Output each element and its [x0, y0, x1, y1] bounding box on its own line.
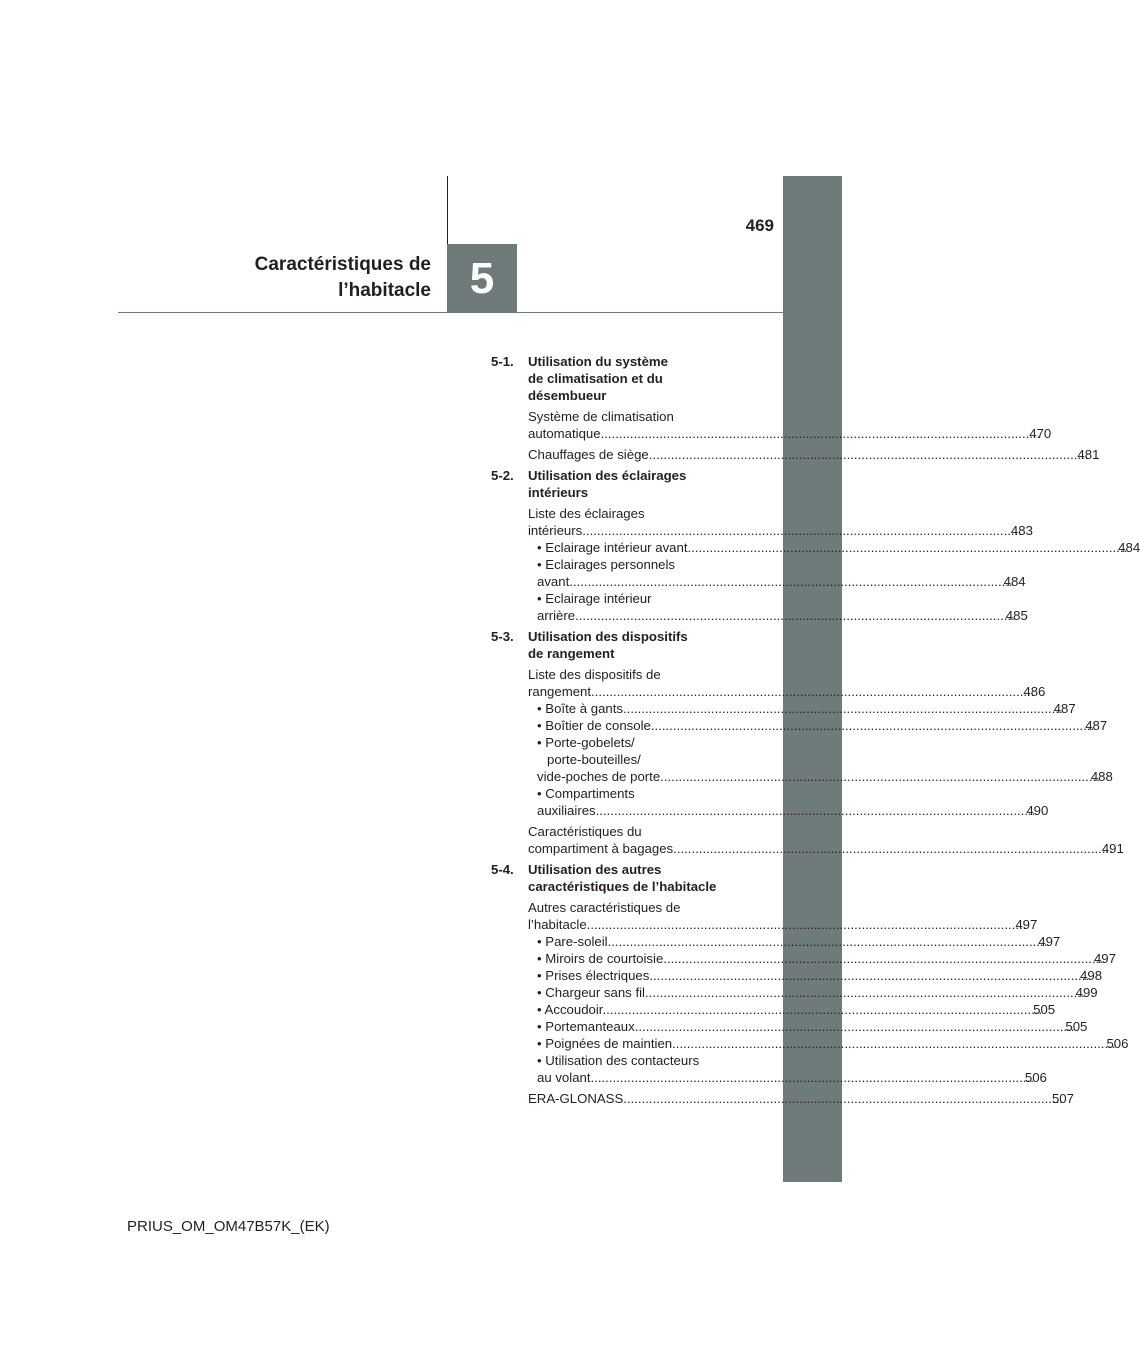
sub-line: [537, 802, 1049, 819]
toc-entry[interactable]: [528, 446, 1100, 463]
page-ref: 470: [1029, 426, 1052, 441]
page-ref: 497: [1093, 951, 1116, 966]
entry-label: [528, 899, 1038, 933]
page-ref: 486: [1023, 684, 1046, 699]
toc-subentry[interactable]: [537, 734, 1113, 785]
sub-last-line: • Chargeur sans fil .....: [547, 984, 1085, 1001]
toc-subentry[interactable]: [537, 785, 1049, 819]
section-title: Utilisation du système de climatisation et du désembueur: [528, 354, 668, 403]
toc-entry[interactable]: [528, 1090, 1074, 1107]
sub-last-line: • Poignées de maintien. .....: [547, 1035, 1115, 1052]
sub-last-line: • Portemanteaux .....: [547, 1018, 1074, 1035]
table-of-contents: [491, 353, 1140, 1111]
sub-line: [537, 1001, 1056, 1018]
sub-last-line: • Miroirs de courtoisie .....: [547, 950, 1103, 967]
page-ref: 483: [1010, 523, 1033, 538]
page-ref: 507: [1051, 1091, 1074, 1106]
sub-line: [537, 1035, 1129, 1052]
sub-last-line: auxiliaires .....: [547, 802, 1035, 819]
sub-last-line: • Boîte à gants .....: [547, 700, 1063, 717]
toc-subentry[interactable]: [537, 700, 1076, 717]
page-ref: 497: [1038, 934, 1061, 949]
toc-section: [491, 353, 1100, 463]
sub-last-line: avant. .....: [547, 573, 1013, 590]
page-ref: 484: [1118, 540, 1140, 555]
page-ref: 505: [1065, 1019, 1088, 1034]
section-number: 5-4.: [491, 862, 514, 877]
section-heading: [491, 467, 741, 501]
entry-label: [528, 823, 1124, 857]
toc-entry[interactable]: [528, 823, 1124, 857]
toc-subentry[interactable]: [537, 984, 1098, 1001]
toc-subentry[interactable]: [537, 556, 1026, 590]
section-heading: [491, 861, 741, 895]
entry-line: [528, 446, 1100, 463]
toc-subentry[interactable]: [537, 717, 1108, 734]
chapter-number-box: 5: [447, 244, 517, 313]
entry-label: [528, 408, 1052, 442]
toc-entry[interactable]: [528, 666, 1113, 819]
page-ref: 481: [1077, 447, 1100, 462]
entry-label: [528, 505, 1033, 539]
entry-text-lines: Caractéristiques du: [528, 824, 642, 839]
sub-line: [537, 933, 1061, 950]
page-ref: 488: [1090, 769, 1113, 784]
page-ref: 498: [1080, 968, 1103, 983]
section-number: 5-2.: [491, 468, 514, 483]
page-ref: 487: [1085, 718, 1108, 733]
sub-last-line: arrière .....: [547, 607, 1015, 624]
entry-last-line: compartiment à bagages .....: [540, 840, 1113, 857]
toc-entry[interactable]: [528, 408, 1052, 442]
toc-entry[interactable]: [528, 899, 1129, 1086]
entry-last-line: ERA-GLONASS .....: [540, 1090, 1063, 1107]
sub-last-line: au volant. .....: [547, 1069, 1034, 1086]
entry-last-line: automatique .....: [540, 425, 1040, 442]
sub-last-line: • Pare-soleil .....: [547, 933, 1047, 950]
sub-text-lines: • Eclairage intérieur: [537, 591, 652, 606]
page-ref: 487: [1053, 701, 1076, 716]
toc-subentry[interactable]: [537, 1018, 1088, 1035]
toc-subentry[interactable]: [537, 539, 1140, 556]
entry-text-lines: Liste des dispositifs de: [528, 667, 661, 682]
sub-line: [537, 967, 1103, 984]
entry-line: [528, 425, 1052, 442]
sub-line: [537, 984, 1098, 1001]
section-number: 5-3.: [491, 629, 514, 644]
toc-subentry[interactable]: [537, 933, 1061, 950]
page-ref: 484: [1003, 574, 1026, 589]
entry-text-lines: Autres caractéristiques de: [528, 900, 681, 915]
sub-last-line: • Prises électriques .....: [547, 967, 1089, 984]
section-title: Utilisation des dispositifs de rangement: [528, 629, 688, 661]
page-ref: 485: [1005, 608, 1028, 623]
sub-last-line: • Accoudoir .....: [547, 1001, 1042, 1018]
sub-last-line: • Eclairage intérieur avant .....: [547, 539, 1127, 556]
entry-line: [528, 1090, 1074, 1107]
sub-last-line: • Boîtier de console. .....: [547, 717, 1094, 734]
sub-line: [537, 1069, 1047, 1086]
toc-subentry[interactable]: [537, 590, 1028, 624]
chapter-title: Caractéristiques de l’habitacle: [254, 254, 431, 301]
page-ref: 490: [1026, 803, 1049, 818]
sub-text-lines: • Porte-gobelets/ porte-bouteilles/: [537, 735, 641, 767]
entry-last-line: l’habitacle .....: [540, 916, 1026, 933]
toc-subentry[interactable]: [537, 950, 1116, 967]
sub-text-lines: • Utilisation des contacteurs: [537, 1053, 700, 1068]
entry-label: [528, 1090, 1074, 1107]
page-ref: 491: [1101, 841, 1124, 856]
section-number: 5-1.: [491, 354, 514, 369]
sub-text-lines: • Compartiments: [537, 786, 635, 801]
sub-line: [537, 1018, 1088, 1035]
entry-label: [528, 446, 1100, 463]
toc-entry[interactable]: [528, 505, 1140, 624]
sub-line: [537, 768, 1113, 785]
sub-line: [537, 607, 1028, 624]
toc-section: [491, 628, 1124, 857]
entry-line: [528, 840, 1124, 857]
sub-line: [537, 539, 1140, 556]
entry-last-line: Chauffages de siège .....: [540, 446, 1088, 463]
entry-line: [528, 522, 1033, 539]
sub-line: [537, 700, 1076, 717]
page-ref: 506: [1024, 1070, 1047, 1085]
section-title: Utilisation des autres caractéristiques de l’habitacle: [528, 862, 717, 894]
toc-section: [491, 861, 1129, 1107]
section-heading: [491, 628, 741, 662]
page-ref: 499: [1075, 985, 1098, 1000]
footer-doc-code: PRIUS_OM_OM47B57K_(EK): [127, 1218, 330, 1235]
entry-line: [528, 683, 1046, 700]
page-ref: 497: [1015, 917, 1038, 932]
sub-line: [537, 950, 1116, 967]
entry-line: [528, 916, 1038, 933]
sub-line: [537, 573, 1026, 590]
sub-line: [537, 717, 1108, 734]
sub-text-lines: • Eclairages personnels: [537, 557, 676, 572]
toc-subentry[interactable]: [537, 1001, 1056, 1018]
page-ref: 506: [1106, 1036, 1129, 1051]
entry-last-line: rangement. .....: [540, 683, 1034, 700]
header-divider-vertical: [447, 176, 448, 244]
toc-section: [491, 467, 1140, 624]
sub-last-line: vide-poches de porte .....: [547, 768, 1100, 785]
toc-subentry[interactable]: [537, 1035, 1129, 1052]
entry-text-lines: Liste des éclairages: [528, 506, 645, 521]
section-heading: [491, 353, 741, 404]
toc-subentry[interactable]: [537, 967, 1103, 984]
page-ref: 505: [1033, 1002, 1056, 1017]
entry-label: [528, 666, 1046, 700]
page-number: 469: [745, 216, 774, 235]
entry-text-lines: Système de climatisation: [528, 409, 674, 424]
toc-subentry[interactable]: [537, 1052, 1047, 1086]
entry-last-line: intérieurs .....: [540, 522, 1022, 539]
section-title: Utilisation des éclairages intérieurs: [528, 468, 687, 500]
